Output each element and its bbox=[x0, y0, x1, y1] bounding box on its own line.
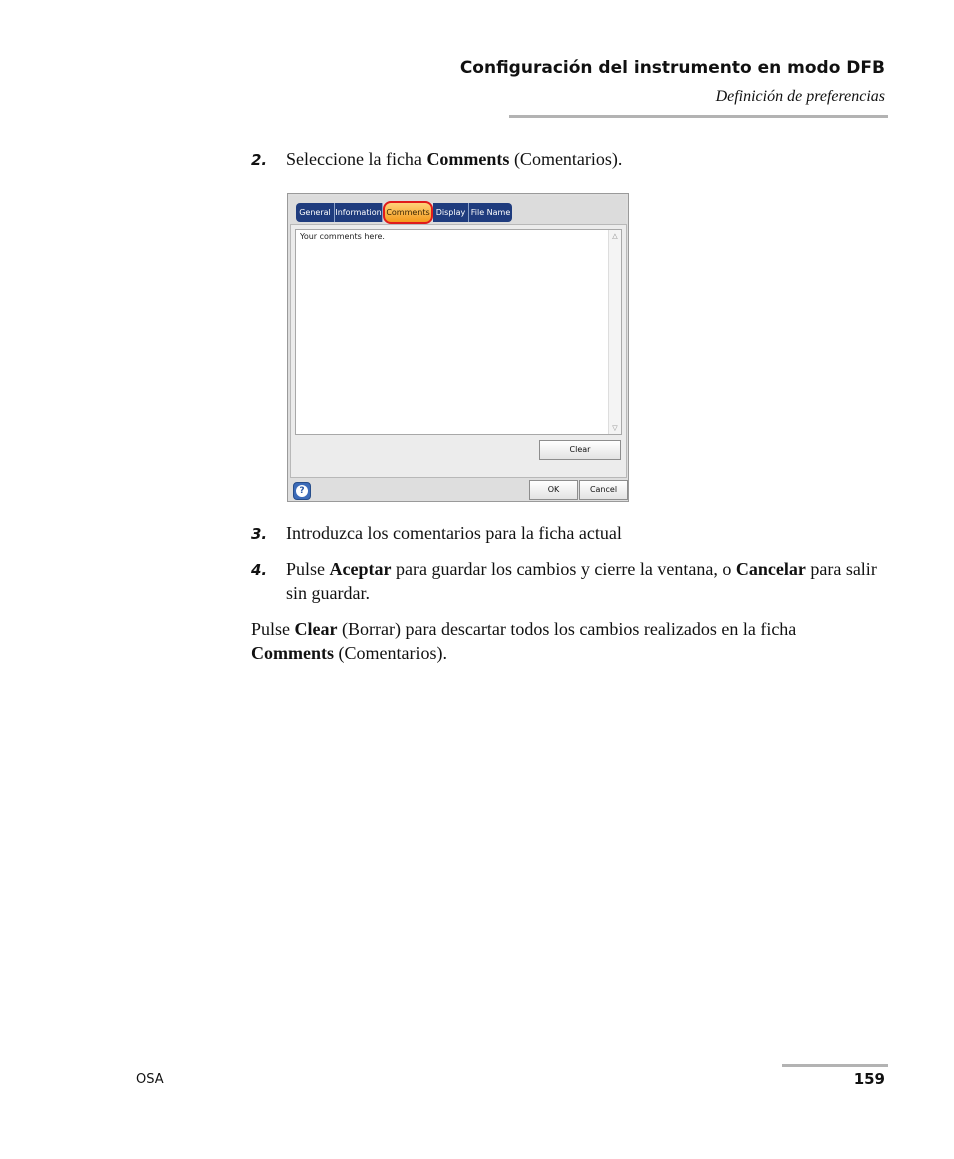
vertical-scrollbar[interactable] bbox=[608, 230, 621, 434]
footer-product: OSA bbox=[136, 1072, 164, 1087]
step-2-number: 2. bbox=[251, 151, 268, 169]
clear-note-text bbox=[251, 617, 861, 665]
help-button[interactable] bbox=[293, 482, 311, 500]
help-icon: ? bbox=[296, 485, 308, 497]
text-run: (Comentarios). bbox=[334, 643, 447, 663]
page-number: 159 bbox=[853, 1070, 885, 1088]
step-4-text bbox=[286, 557, 888, 605]
text-run-bold: Clear bbox=[294, 619, 338, 639]
scroll-down-icon[interactable]: ▽ bbox=[612, 424, 618, 432]
clear-button[interactable]: Clear bbox=[539, 440, 621, 460]
tab-general[interactable]: General bbox=[296, 203, 335, 222]
text-run: Pulse bbox=[286, 559, 330, 579]
cancel-button[interactable]: Cancel bbox=[579, 480, 628, 500]
comments-panel bbox=[290, 224, 627, 478]
text-run-bold: Cancelar bbox=[735, 559, 806, 579]
tab-file-name[interactable]: File Name bbox=[469, 203, 512, 222]
tab-comments[interactable]: Comments bbox=[383, 201, 433, 224]
header-rule bbox=[509, 115, 888, 118]
step-4-number: 4. bbox=[251, 561, 268, 579]
tab-bar bbox=[290, 196, 626, 225]
step-3-number: 3. bbox=[251, 525, 268, 543]
text-run: para salir sin guardar. bbox=[286, 559, 877, 603]
tab-display[interactable]: Display bbox=[433, 203, 469, 222]
text-run-bold: Aceptar bbox=[329, 559, 392, 579]
comments-textarea[interactable] bbox=[295, 229, 622, 435]
text-run: Introduzca los comentarios para la ficha actual bbox=[286, 523, 622, 543]
scroll-up-icon[interactable]: △ bbox=[612, 232, 618, 240]
preferences-dialog bbox=[287, 193, 629, 502]
text-run: para guardar los cambios y cierre la ventana, o bbox=[391, 559, 736, 579]
text-run: (Borrar) para descartar todos los cambios realizados en la ficha bbox=[337, 619, 797, 639]
text-run-bold: Comments bbox=[426, 149, 510, 169]
ok-button[interactable]: OK bbox=[529, 480, 578, 500]
step-3-text bbox=[286, 521, 886, 545]
comments-text: Your comments here. bbox=[300, 232, 385, 241]
footer-rule bbox=[782, 1064, 888, 1067]
text-run: Seleccione la ficha bbox=[286, 149, 427, 169]
text-run: (Comentarios). bbox=[509, 149, 623, 169]
header-title: Configuración del instrumento en modo DFB bbox=[459, 58, 885, 78]
text-run-bold: Comments bbox=[251, 643, 334, 663]
text-run: Pulse bbox=[251, 619, 295, 639]
step-2-text bbox=[286, 147, 886, 171]
tab-information[interactable]: Information bbox=[335, 203, 383, 222]
header-subtitle: Definición de preferencias bbox=[715, 88, 885, 105]
